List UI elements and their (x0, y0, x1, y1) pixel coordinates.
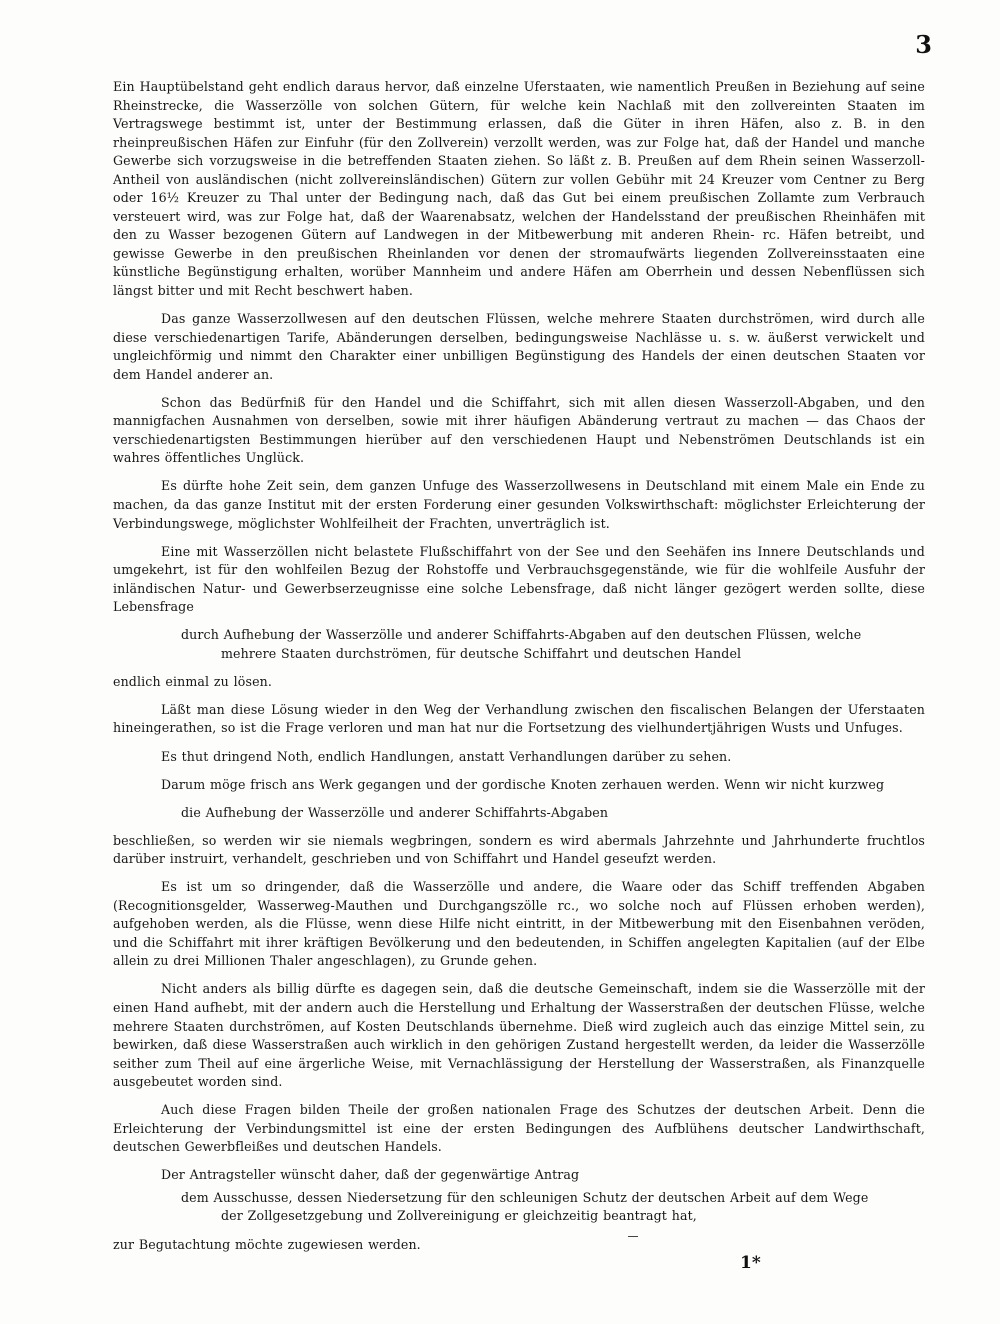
quote-line: dem Ausschusse, dessen Niedersetzung für den schleunigen Schutz der deutschen Arbeit auf dem Wege (181, 1189, 869, 1205)
paragraph: Ein Hauptübelstand geht endlich daraus hervor, daß einzelne Uferstaaten, wie namentlich Preußen in Beziehung auf seine Rheinstrecke, die Wasserzölle von solchen Gütern, für welche kein Nachlaß mit den zollvereinten Staaten im Vertragswege bestimmt ist, unter der Bestimmung erlassen, daß die Güter in ihren Häfen, also z. B. in den rheinpreußischen Häfen zur Einfuhr (für den Zollverein) verzollt werden, was zur Folge hat, daß der Handel und manche Gewerbe sich vorzugsweise in die betreffenden Staaten ziehen. So läßt z. B. Preußen auf dem Rhein seinen Wasserzoll-Antheil von ausländischen (nicht zollvereinsländischen) Gütern zur vollen Gebühr mit 24 Kreuzer vom Centner zu Berg oder 16½ Kreuzer zu Thal unter der Bedingung nach, daß das Gut bei einem preußischen Zollamte zum Verbrauch versteuert wird, was zur Folge hat, daß der Waarenabsatz, welchen der Handelsstand der preußischen Rheinhäfen mit den zu Wasser bezogenen Gütern auf Landwegen in der Mitbewerbung mit anderen Rhein- rc. Häfen betreibt, und gewisse Gewerbe in den preußischen Rheinlanden vor denen der stromaufwärts liegenden Zollvereinsstaaten eine künstliche Begünstigung erhalten, worüber Mannheim und andere Häfen am Oberrhein und dessen Nebenflüssen sich längst bitter und mit Recht beschwert haben. (113, 79, 925, 299)
paragraph: Es ist um so dringender, daß die Wasserzölle und andere, die Waare oder das Schiff treffenden Abgaben (Recognitionsgelder, Wasserweg-Mauthen und Durchgangszölle rc., wo solche noch auf Flüssen erhoben werden), aufgehoben werden, als die Flüsse, wenn diese Hilfe nicht eintritt, in der Mitbewerbung mit den Eisenbahnen veröden, und die Schiffahrt mit ihrer kräftigen Bevölkerung und den bedeutenden, in Schiffen angelegten Kapitalien (auf der Elbe allein zu drei Millionen Thaler angeschlagen), zu Grunde gehen. (113, 879, 925, 969)
paragraph: Darum möge frisch ans Werk gegangen und der gordische Knoten zerhauen werden. Wenn wir nicht kurzweg (161, 776, 885, 792)
paragraph: Eine mit Wasserzöllen nicht belastete Flußschiffahrt von der See und den Seehäfen ins Innere Deutschlands und umgekehrt, ist für den wohlfeilen Bezug der Rohstoffe und Verbrauchsgegenstände, wie für die wohlfeile Ausfuhr der inländischen Natur- und Gewerbserzeugnisse eine solche Lebensfrage, daß nicht länger gezögert werden sollte, diese Lebensfrage (113, 543, 925, 615)
quote-line: der Zollgesetzgebung und Zollvereinigung er gleichzeitig beantragt hat, (221, 1208, 697, 1224)
paragraph: Schon das Bedürfniß für den Handel und die Schiffahrt, sich mit allen diesen Wasserzoll-Abgaben, und den mannigfachen Ausnahmen von derselben, sowie mit ihrer häufigen Abänderung vertraut zu machen — das Chaos der verschiedenartigsten Bestimmungen hierüber auf den verschiedenen Haupt und Nebenströmen Deutschlands ist ein wahres öffentliches Unglück. (113, 394, 925, 466)
paragraph: Auch diese Fragen bilden Theile der großen nationalen Frage des Schutzes der deutschen Arbeit. Denn die Erleichterung der Verbindungsmittel ist eine der ersten Bedingungen des Aufblühens deutscher Landwirthschaft, deutschen Gewerbfleißes und deutschen Handels. (113, 1102, 925, 1155)
indented-quote (181, 1189, 926, 1226)
quote-line: die Aufhebung der Wasserzölle und anderer Schiffahrts-Abgaben (181, 804, 609, 820)
indented-quote (181, 804, 926, 823)
closing-line: zur Begutachtung möchte zugewiesen werden. (113, 1236, 421, 1252)
footer-dash (628, 1236, 638, 1237)
paragraph: Das ganze Wasserzollwesen auf den deutschen Flüssen, welche mehrere Staaten durchströmen, wird durch alle diese verschiedenartigen Tarife, Abänderungen derselben, bedingungsweise Nachlässe u. s. w. äußerst verwickelt und ungleichförmig und nimmt den Charakter einer unbilligen Begünstigung des Handels der einen deutschen Staaten vor dem Handel anderer an. (113, 311, 925, 382)
quote-line: durch Aufhebung der Wasserzölle und anderer Schiffahrts-Abgaben auf den deutschen Flüssen, welche (181, 627, 862, 643)
paragraph: Es dürfte hohe Zeit sein, dem ganzen Unfuge des Wasserzollwesens in Deutschland mit einem Male ein Ende zu machen, da das ganze Institut mit der ersten Forderung einer gesunden Volkswirthschaft: möglichster Erleichterung der Verbindungswege, möglichster Wohlfeilheit der Frachten, unverträglich ist. (113, 478, 925, 531)
paragraph-continuation: endlich einmal zu lösen. (113, 673, 272, 689)
paragraph: Der Antragsteller wünscht daher, daß der gegenwärtige Antrag (161, 1167, 580, 1183)
paragraph-continuation: beschließen, so werden wir sie niemals wegbringen, sondern es wird abermals Jahrzehnte und Jahrhunderte fruchtlos darüber instruirt, verhandelt, geschrieben und von Schiffahrt und Handel geseufzt werden. (113, 832, 925, 867)
body-text (113, 78, 925, 1264)
page-number: 3 (915, 30, 932, 59)
paragraph: Es thut dringend Noth, endlich Handlungen, anstatt Verhandlungen darüber zu sehen. (161, 748, 732, 764)
paragraph: Läßt man diese Lösung wieder in den Weg der Verhandlung zwischen den fiscalischen Belangen der Uferstaaten hineingerathen, so ist die Frage verloren und man hat nur die Fortsetzung des vielhundertjährigen Wusts und Unfuges. (113, 701, 925, 736)
indented-quote (181, 626, 926, 663)
quote-line: mehrere Staaten durchströmen, für deutsche Schiffahrt und deutschen Handel (221, 645, 742, 661)
paragraph: Nicht anders als billig dürfte es dagegen sein, daß die deutsche Gemeinschaft, indem sie die Wasserzölle mit der einen Hand aufhebt, mit der andern auch die Herstellung und Erhaltung der Wasserstraßen der deutschen Flüsse, welche mehrere Staaten durchströmen, auf Kosten Deutschlands übernehme. Dieß wird zugleich auch das einzige Mittel sein, zu bewirken, daß diese Wasserstraßen auch wirklich in den gehörigen Zustand hergestellt werden, da leider die Wasserzölle seither zum Theil auf eine ärgerliche Weise, mit Vernachlässigung der Herstellung der Wasserstraßen, als Finanzquelle ausgebeutet worden sind. (113, 981, 925, 1090)
printer-signature: 1* (740, 1253, 761, 1273)
